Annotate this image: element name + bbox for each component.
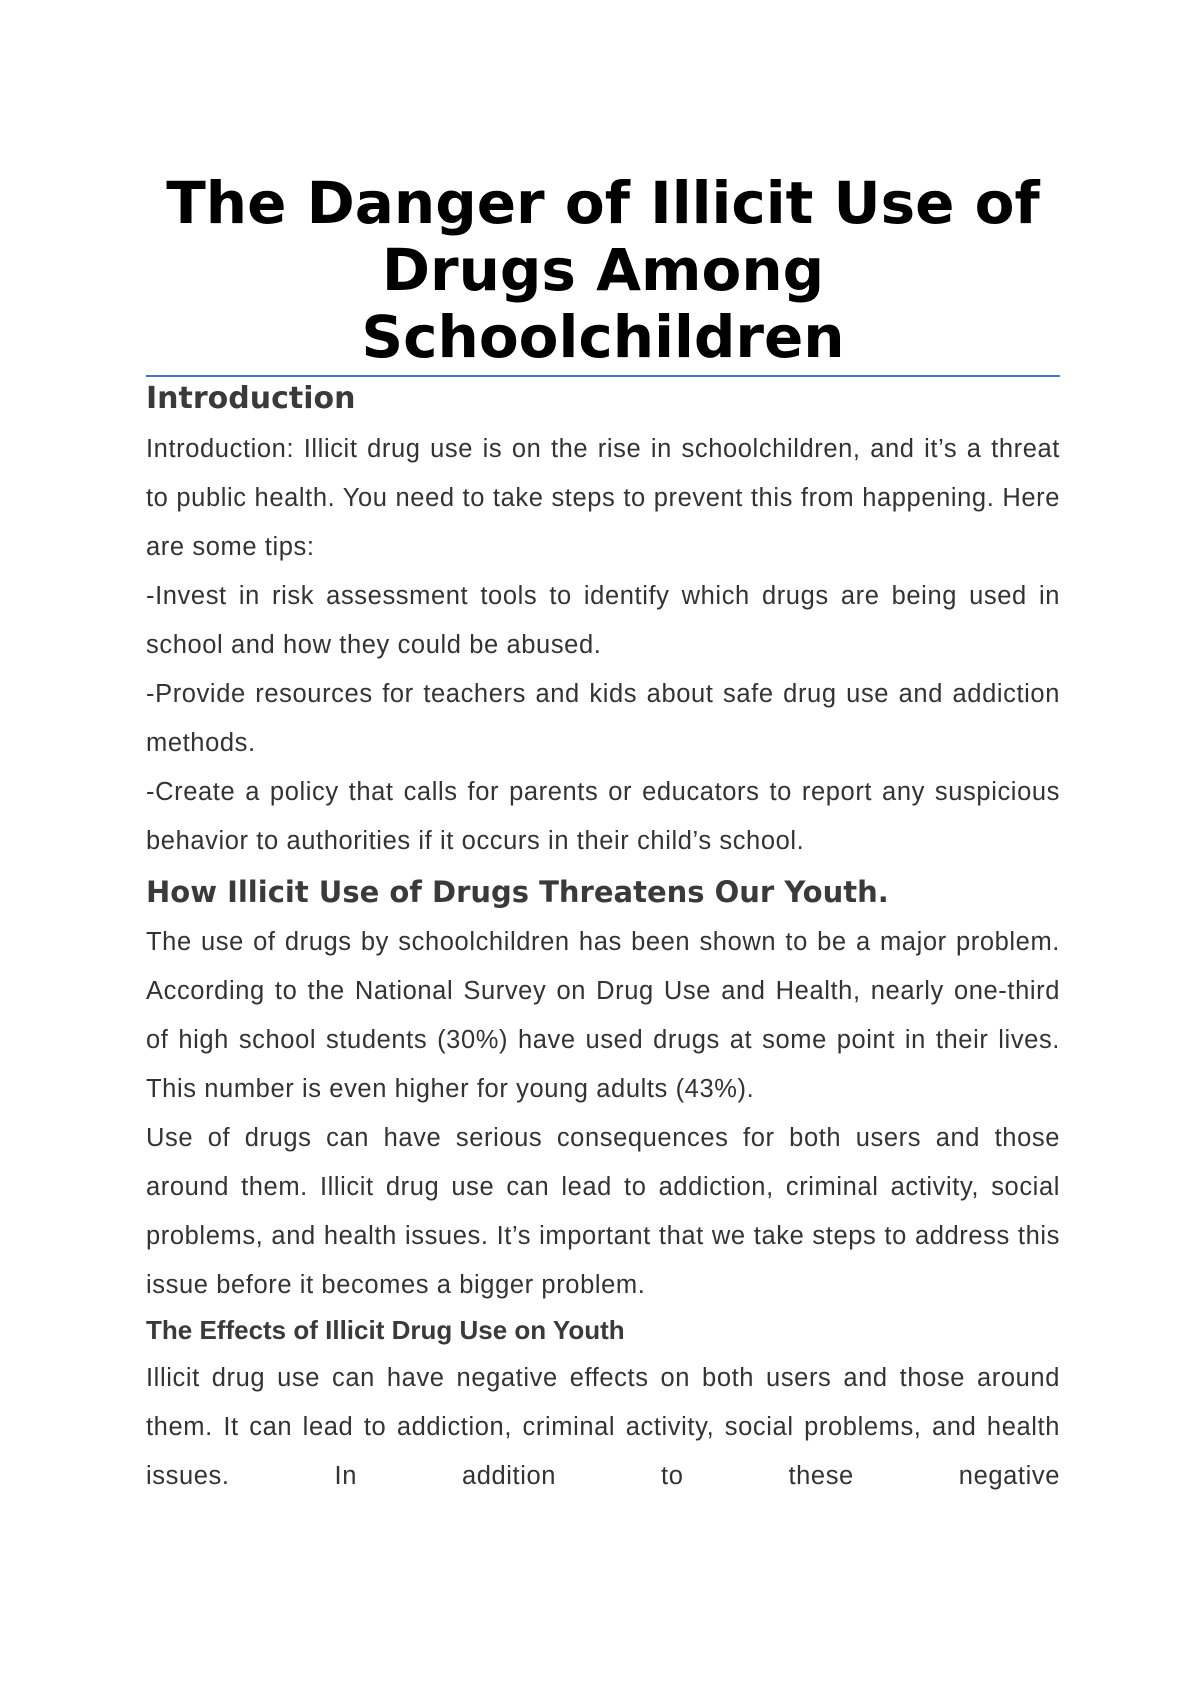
section-heading: How Illicit Use of Drugs Threatens Our Youth.	[146, 875, 889, 909]
paragraph: Illicit drug use can have negative effects on both users and those around them. It can lead to addiction, criminal activity, social problems, and health issues. In addition to these negative	[146, 1364, 1060, 1490]
paragraph: Use of drugs can have serious consequences for both users and those around them. Illicit drug use can lead to addiction, criminal activity, social problems, and health issues. It’s important that we take steps to address this issue before it becomes a bigger problem.	[146, 1124, 1060, 1299]
document-page	[146, 170, 1060, 1501]
paragraph: -Invest in risk assessment tools to identify which drugs are being used in school and how they could be abused.	[146, 582, 1060, 659]
section-introduction	[146, 379, 1060, 866]
paragraph: -Create a policy that calls for parents or educators to report any suspicious behavior to authorities if it occurs in their child’s school.	[146, 778, 1060, 855]
section-heading: The Effects of Illicit Drug Use on Youth	[146, 1315, 625, 1345]
paragraph: -Provide resources for teachers and kids about safe drug use and addiction methods.	[146, 680, 1060, 757]
section-effects-on-youth	[146, 1310, 1060, 1501]
document-title: The Danger of Illicit Use of Drugs Among Schoolchildren	[146, 170, 1060, 377]
paragraph: Introduction: Illicit drug use is on the rise in schoolchildren, and it’s a threat to public health. You need to take steps to prevent this from happening. Here are some tips:	[146, 435, 1060, 561]
section-heading: Introduction	[146, 381, 356, 416]
paragraph: The use of drugs by schoolchildren has been shown to be a major problem. According to the National Survey on Drug Use and Health, nearly one-third of high school students (30%) have used drugs at some point in their lives. This number is even higher for young adults (43%).	[146, 928, 1060, 1103]
section-threatens-youth	[146, 872, 1060, 1310]
